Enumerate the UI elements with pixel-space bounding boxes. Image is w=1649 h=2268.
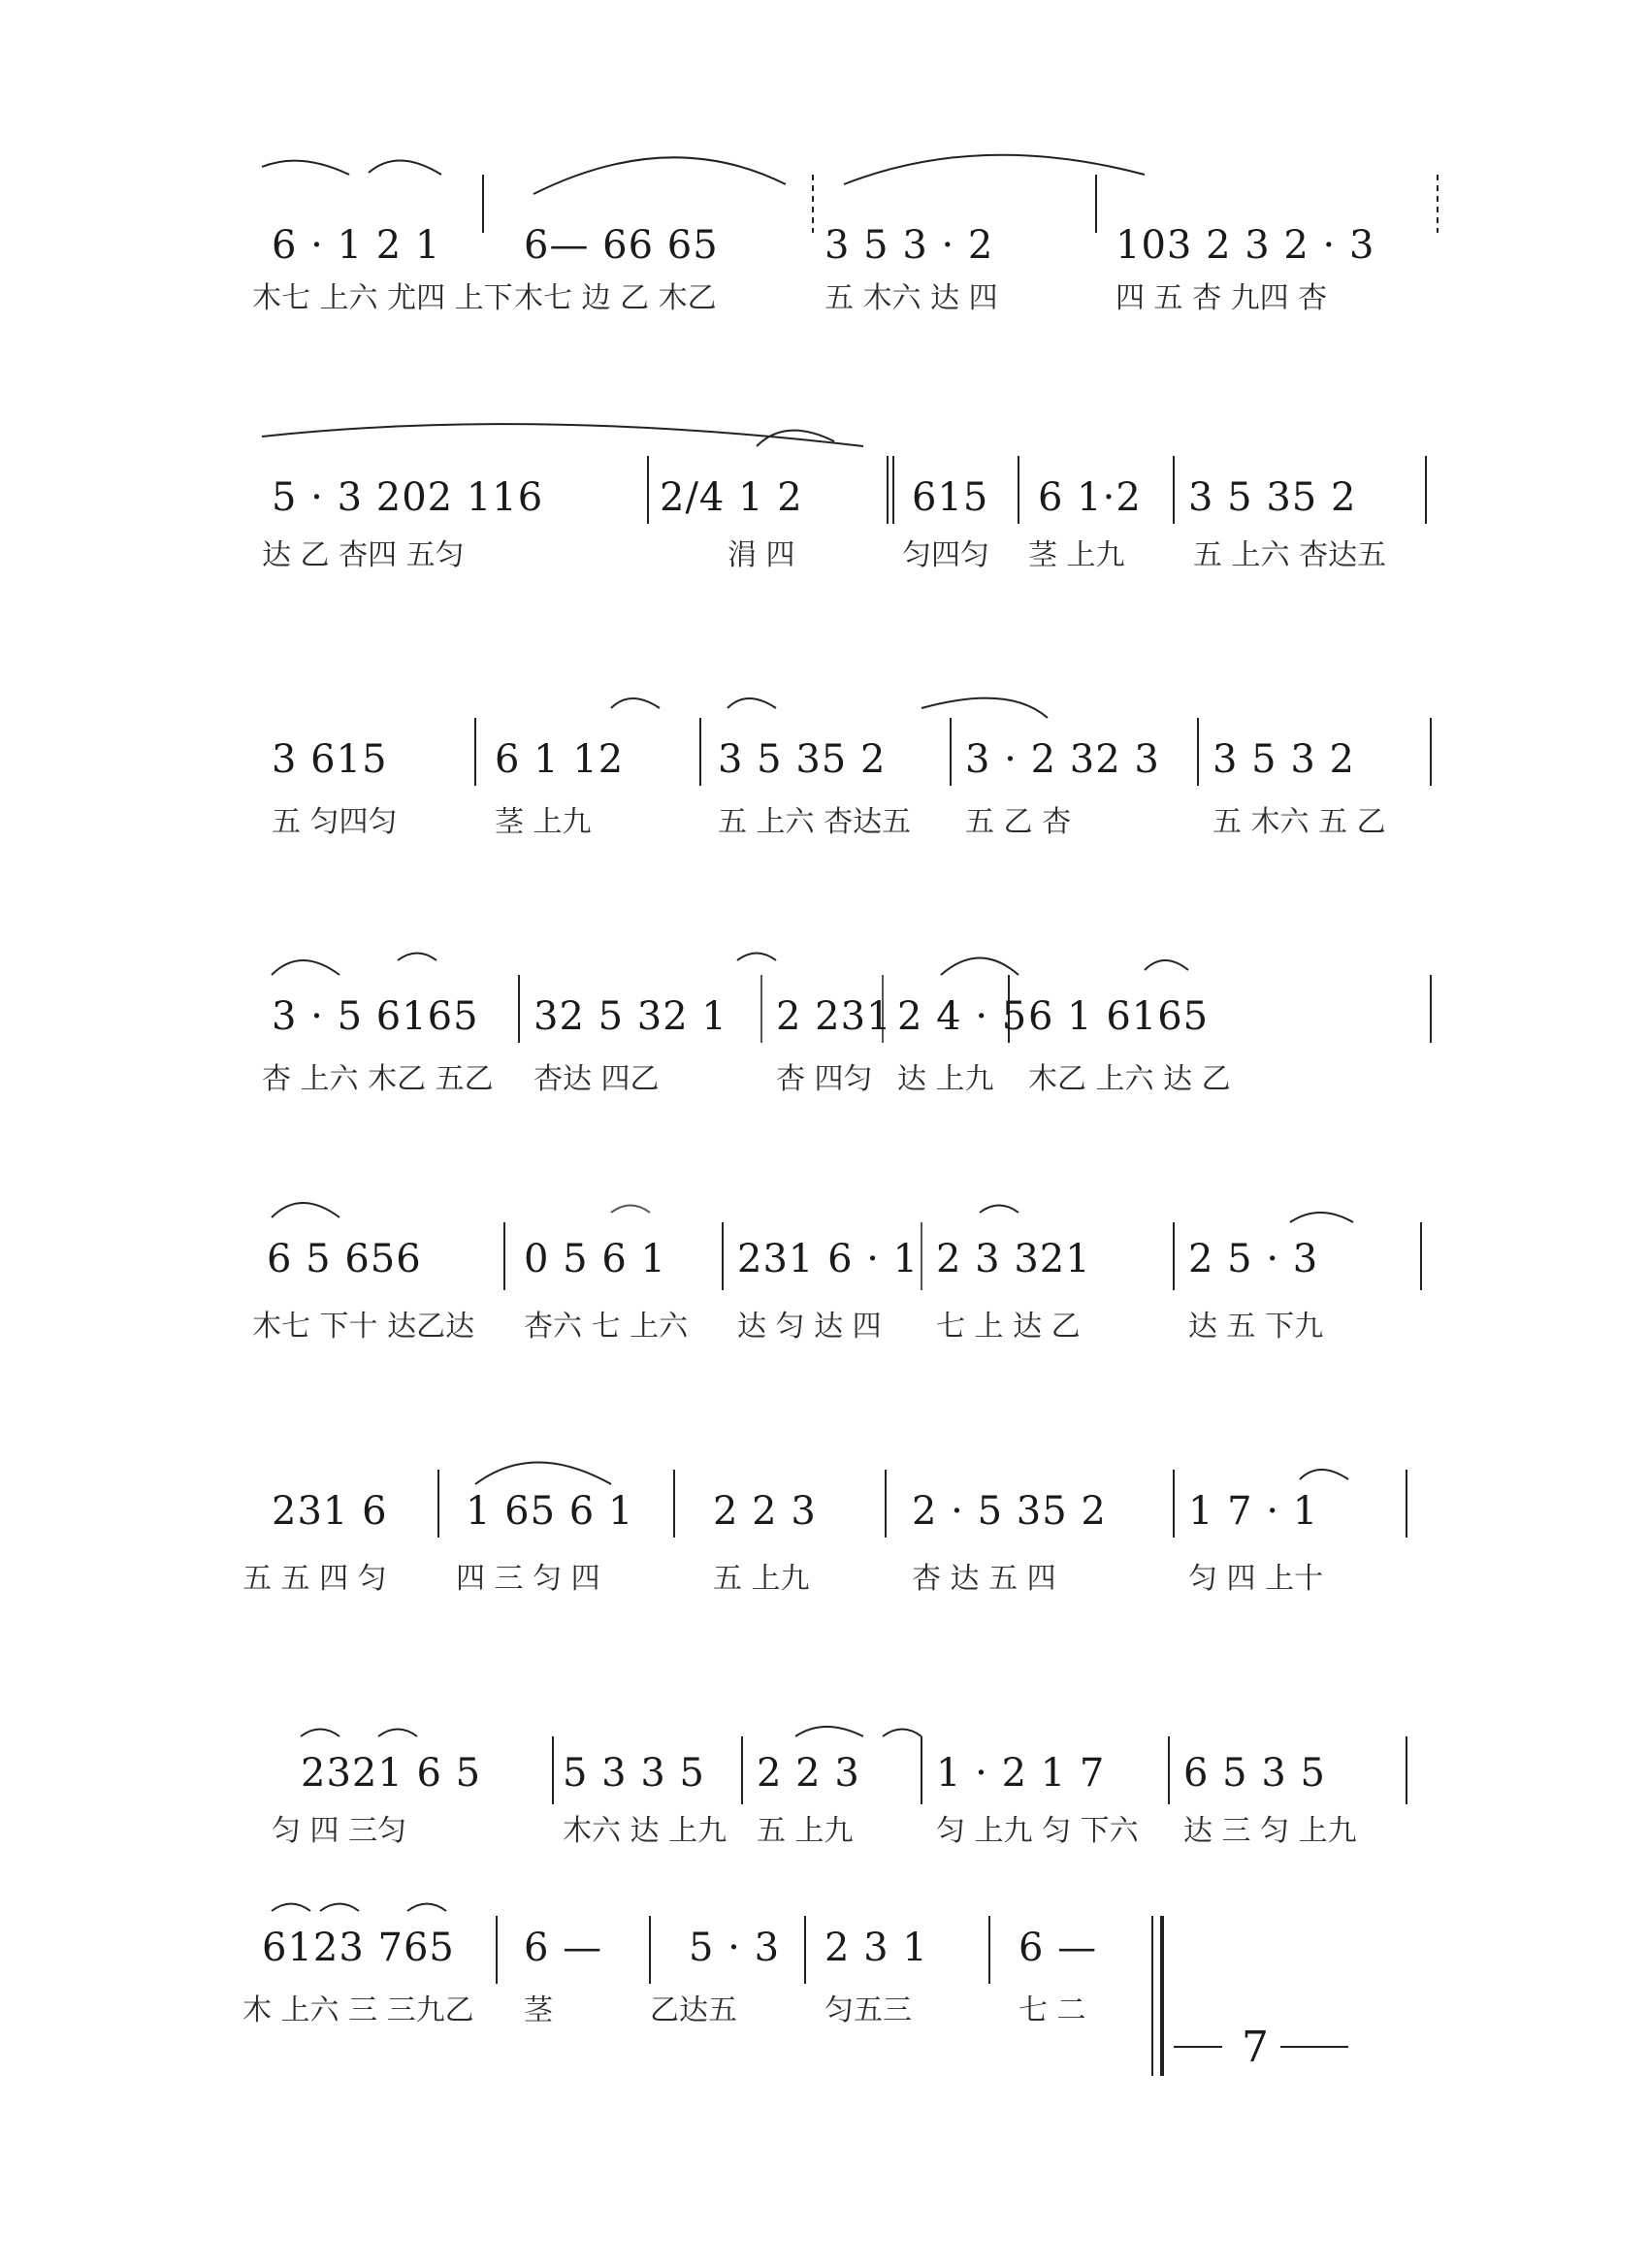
bar-2-notes: 0 5 6 1 <box>524 1237 666 1281</box>
bar-3-tablature: 五 上六 杏达五 <box>718 805 912 839</box>
bar-2-notes: 6 1 12 <box>495 737 625 782</box>
staff-system-3 <box>242 679 1436 912</box>
bar-1-notes: 231 6 <box>272 1489 388 1534</box>
bar-5-notes: 3 5 3 2 <box>1212 737 1355 782</box>
bar-1-notes: 5 · 3 202 116 <box>272 475 544 520</box>
bar-5-notes: 3 5 35 2 <box>1188 475 1357 520</box>
staff-system-2 <box>242 417 1436 650</box>
bar-4-notes: 2 4 · 5 <box>897 994 1028 1039</box>
bar-3-notes: 5 · 3 <box>689 1926 781 1970</box>
bar-1-tablature: 木 上六 三 三九乙 <box>242 1993 474 2027</box>
bar-3-notes: 231 6 · 1 <box>737 1237 920 1281</box>
bar-5-tablature: 达 五 下九 <box>1188 1310 1324 1344</box>
bar-4-notes: 3 · 2 32 3 <box>965 737 1160 782</box>
bar-1-tablature: 达 乙 杏四 五匀 <box>262 538 465 572</box>
bar-5-tablature: 达 三 匀 上九 <box>1183 1814 1357 1848</box>
bar-4-tablature: 茎 上九 <box>1028 538 1125 572</box>
bar-4-tablature: 四 五 杏 九四 杏 <box>1116 281 1328 315</box>
bar-3-notes: 2 2 3 <box>713 1489 817 1534</box>
bar-3-tablature: 五 木六 达 四 <box>824 281 998 315</box>
bar-2-notes: 5 3 3 5 <box>563 1751 705 1796</box>
bar-4-tablature: 达 上九 <box>897 1062 994 1096</box>
bar-4-tablature: 杏 达 五 四 <box>912 1562 1056 1596</box>
bar-2-tablature: 四 三 匀 四 <box>456 1562 600 1596</box>
bar-4-notes: 2 · 5 35 2 <box>912 1489 1107 1534</box>
bar-5-tablature: 五 木六 五 乙 <box>1212 805 1386 839</box>
bar-5-tablature: 七 二 <box>1018 1993 1086 2027</box>
bar-2-tablature: 杏达 四乙 <box>534 1062 660 1096</box>
bar-2-notes: 1 65 6 1 <box>466 1489 634 1534</box>
bar-3-tablature: 五 上九 <box>713 1562 810 1596</box>
bar-4-notes: 6 1·2 <box>1038 475 1142 520</box>
bar-4-notes: 1 · 2 1 7 <box>936 1751 1106 1796</box>
staff-system-8 <box>242 1892 1436 2105</box>
bar-4-notes: 2 3 1 <box>824 1926 928 1970</box>
staff-system-5 <box>242 1183 1436 1416</box>
bar-2-tablature: 杏六 七 上六 <box>524 1310 689 1344</box>
bar-4-tablature: 匀 上九 匀 下六 <box>936 1814 1139 1848</box>
bar-5-notes: 6 5 3 5 <box>1183 1751 1326 1796</box>
bar-5-notes: 6 1 6165 <box>1028 994 1210 1039</box>
bar-4-notes: 103 2 3 2 · 3 <box>1116 223 1375 268</box>
bar-2-notes: 2/4 1 2 <box>660 475 803 520</box>
staff-system-1 <box>242 155 1436 407</box>
bar-1-tablature: 木七 下十 达乙达 <box>252 1310 475 1344</box>
bar-3-notes: 2 2 3 <box>757 1751 860 1796</box>
bar-3-tablature: 杏 四匀 <box>776 1062 873 1096</box>
bar-3-notes: 615 <box>912 475 989 520</box>
bar-2-tablature: 茎 上九 <box>495 805 592 839</box>
bar-1-notes: 3 · 5 6165 <box>272 994 479 1039</box>
bar-3-tablature: 达 匀 达 四 <box>737 1310 882 1344</box>
bar-3-tablature: 五 上九 <box>757 1814 854 1848</box>
bar-5-tablature: 匀 四 上十 <box>1188 1562 1324 1596</box>
bar-4-tablature: 五 乙 杏 <box>965 805 1072 839</box>
bar-5-tablature: 木乙 上六 达 乙 <box>1028 1062 1231 1096</box>
bar-1-tablature: 杏 上六 木乙 五乙 <box>262 1062 494 1096</box>
bar-2-tablature: 木六 达 上九 <box>563 1814 728 1848</box>
bar-2-tablature: 茎 <box>524 1993 553 2027</box>
bar-3-notes: 3 5 35 2 <box>718 737 887 782</box>
bar-3-tablature: 匀四匀 <box>902 538 989 572</box>
bar-5-tablature: 五 上六 杏达五 <box>1193 538 1387 572</box>
bar-1-tablature: 木七 上六 尤四 上下 <box>252 281 513 315</box>
bar-5-notes: 6 — <box>1018 1926 1098 1970</box>
bar-5-notes: 2 5 · 3 <box>1188 1237 1319 1281</box>
staff-system-6 <box>242 1445 1436 1678</box>
bar-1-notes: 2321 6 5 <box>301 1751 482 1796</box>
bar-2-notes: 32 5 32 1 <box>534 994 728 1039</box>
bar-1-notes: 6123 765 <box>262 1926 455 1970</box>
staff-system-4 <box>242 931 1436 1164</box>
bar-4-tablature: 匀五三 <box>824 1993 912 2027</box>
bar-1-tablature: 五 匀四匀 <box>272 805 398 839</box>
bar-1-notes: 6 · 1 2 1 <box>272 223 441 268</box>
bar-2-notes: 6 — <box>524 1926 603 1970</box>
bar-1-notes: 3 615 <box>272 737 388 782</box>
page-number: 7 <box>1242 2023 1269 2072</box>
bar-2-tablature: 涓 四 <box>728 538 795 572</box>
staff-system-7 <box>242 1707 1436 1901</box>
bar-1-tablature: 五 五 四 匀 <box>242 1562 387 1596</box>
bar-3-tablature: 乙达五 <box>650 1993 737 2027</box>
bar-2-notes: 6— 66 65 <box>524 223 719 268</box>
bar-1-tablature: 匀 四 三匀 <box>272 1814 407 1848</box>
bar-2-tablature: 木七 边 乙 木乙 <box>514 281 717 315</box>
bar-4-tablature: 七 上 达 乙 <box>936 1310 1081 1344</box>
bar-3-notes: 2 231 <box>776 994 892 1039</box>
bar-4-notes: 2 3 321 <box>936 1237 1091 1281</box>
bar-1-notes: 6 5 656 <box>267 1237 422 1281</box>
bar-3-notes: 3 5 3 · 2 <box>824 223 994 268</box>
bar-5-notes: 1 7 · 1 <box>1188 1489 1319 1534</box>
